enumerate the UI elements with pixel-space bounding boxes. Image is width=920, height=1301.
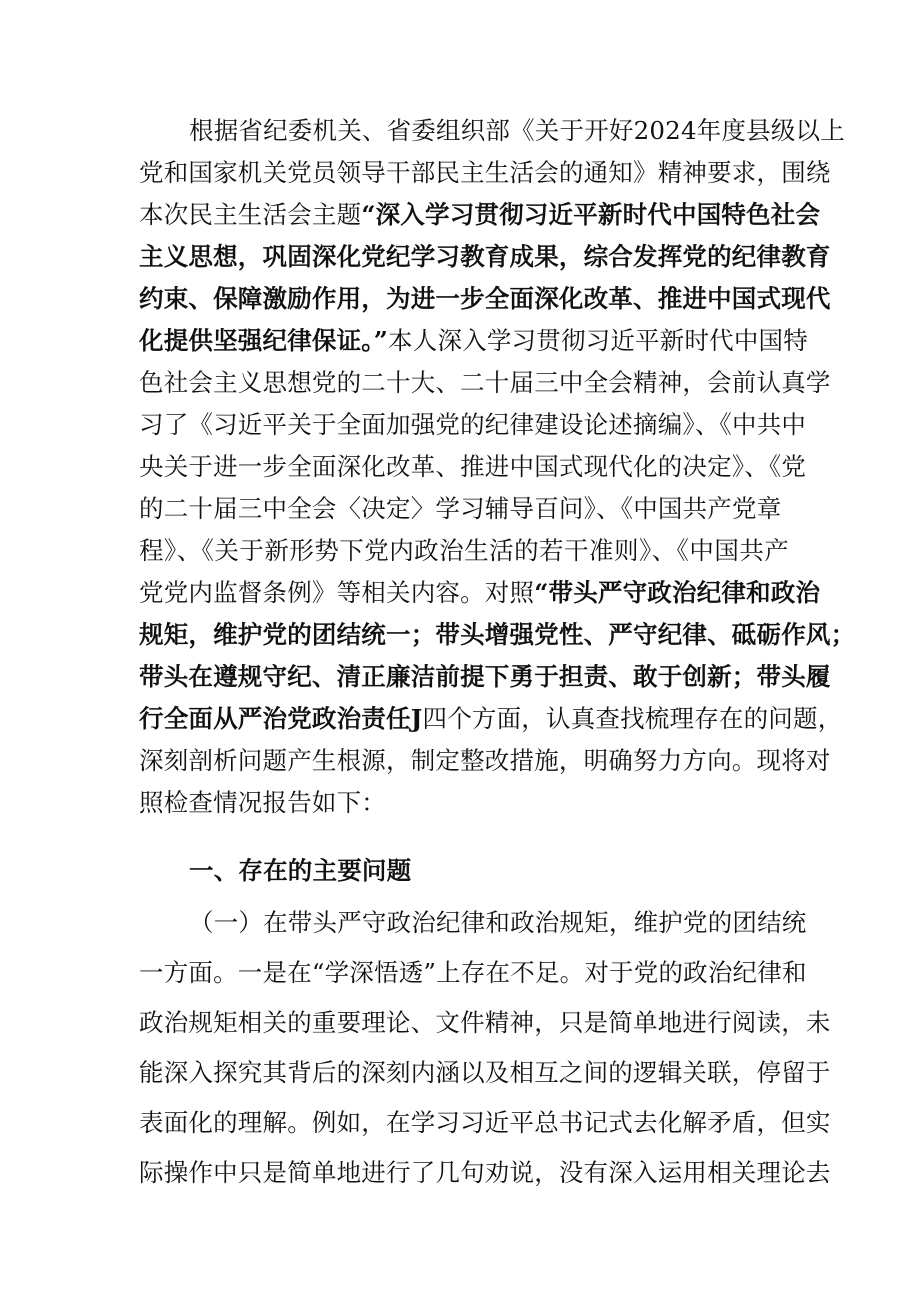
focus-areas-quote: 带头在遵规守纪、清正廉洁前提下勇于担责、敢于创新；带头履 (139, 662, 831, 691)
paragraph-line: 深刻剖析问题产生根源，制定整改措施，明确努力方向。现将对 (139, 746, 831, 775)
section-paragraph-line: 一方面。一是在“学深悟透”上存在不足。对于党的政治纪律和 (139, 958, 807, 987)
paragraph-line (139, 324, 808, 358)
paragraph-line: 央关于进一步全面深化改革、推进中国式现代化的决定》、《党 (139, 452, 807, 481)
section-paragraph-line: 际操作中只是简单地进行了几句劝说，没有深入运用相关理论去 (139, 1158, 831, 1187)
paragraph-line: 的二十届三中全会〈决定〉学习辅导百问》、《中国共产党章 (139, 494, 782, 523)
line-text: 党党内监督条例》等相关内容。对照 (139, 578, 535, 607)
focus-areas-quote: 行全面从严治党政治责任J (139, 704, 423, 733)
paragraph-line: 色社会主义思想党的二十大、二十届三中全会精神，会前认真学 (139, 368, 831, 397)
paragraph-line: 习了《习近平关于全面加强党的纪律建设论述摘编》、《中共中 (139, 410, 807, 439)
theme-quote: 主义思想，巩固深化党纪学习教育成果，综合发挥党的纪律教育 (139, 242, 831, 271)
focus-areas-quote: 规矩，维护党的团结统一；带头增强党性、严守纪律、砥砺作风； (139, 620, 856, 649)
theme-quote: 约束、保障激励作用，为进一步全面深化改革、推进中国式现代 (139, 284, 831, 313)
section-paragraph-line: 表面化的理解。例如，在学习习近平总书记式去化解矛盾，但实 (139, 1108, 831, 1137)
theme-quote: “深入学习贯彻习近平新时代中国特色社会 (361, 200, 821, 229)
line-text: 本次民主生活会主题 (139, 200, 362, 229)
paragraph-line: 根据省纪委机关、省委组织部《关于开好2024年度县级以上 (189, 116, 845, 145)
theme-quote: 化提供坚强纪律保证。” (139, 326, 389, 355)
paragraph-line (139, 198, 821, 232)
section-paragraph-line: 政治规矩相关的重要理论、文件精神，只是简单地进行阅读，未 (139, 1008, 831, 1037)
focus-areas-quote: “带头严守政治纪律和政治 (534, 578, 821, 607)
paragraph-line (139, 702, 843, 736)
section-paragraph-line: 能深入探究其背后的深刻内涵以及相互之间的逻辑关联，停留于 (139, 1058, 831, 1087)
paragraph-line (139, 576, 821, 610)
paragraph-line: 党和国家机关党员领导干部民主生活会的通知》精神要求，围绕 (139, 158, 831, 187)
paragraph-line: 程》、《关于新形势下党内政治生活的若干准则》、《中国共产 (139, 536, 789, 565)
line-text: 四个方面，认真查找梳理存在的问题， (422, 704, 843, 733)
paragraph-line: 照检查情况报告如下： (139, 788, 386, 817)
section-heading: 一、存在的主要问题 (189, 856, 412, 885)
line-text: 本人深入学习贯彻习近平新时代中国特 (388, 326, 808, 355)
section-paragraph-line: （一）在带头严守政治纪律和政治规矩，维护党的团结统 (189, 908, 807, 937)
